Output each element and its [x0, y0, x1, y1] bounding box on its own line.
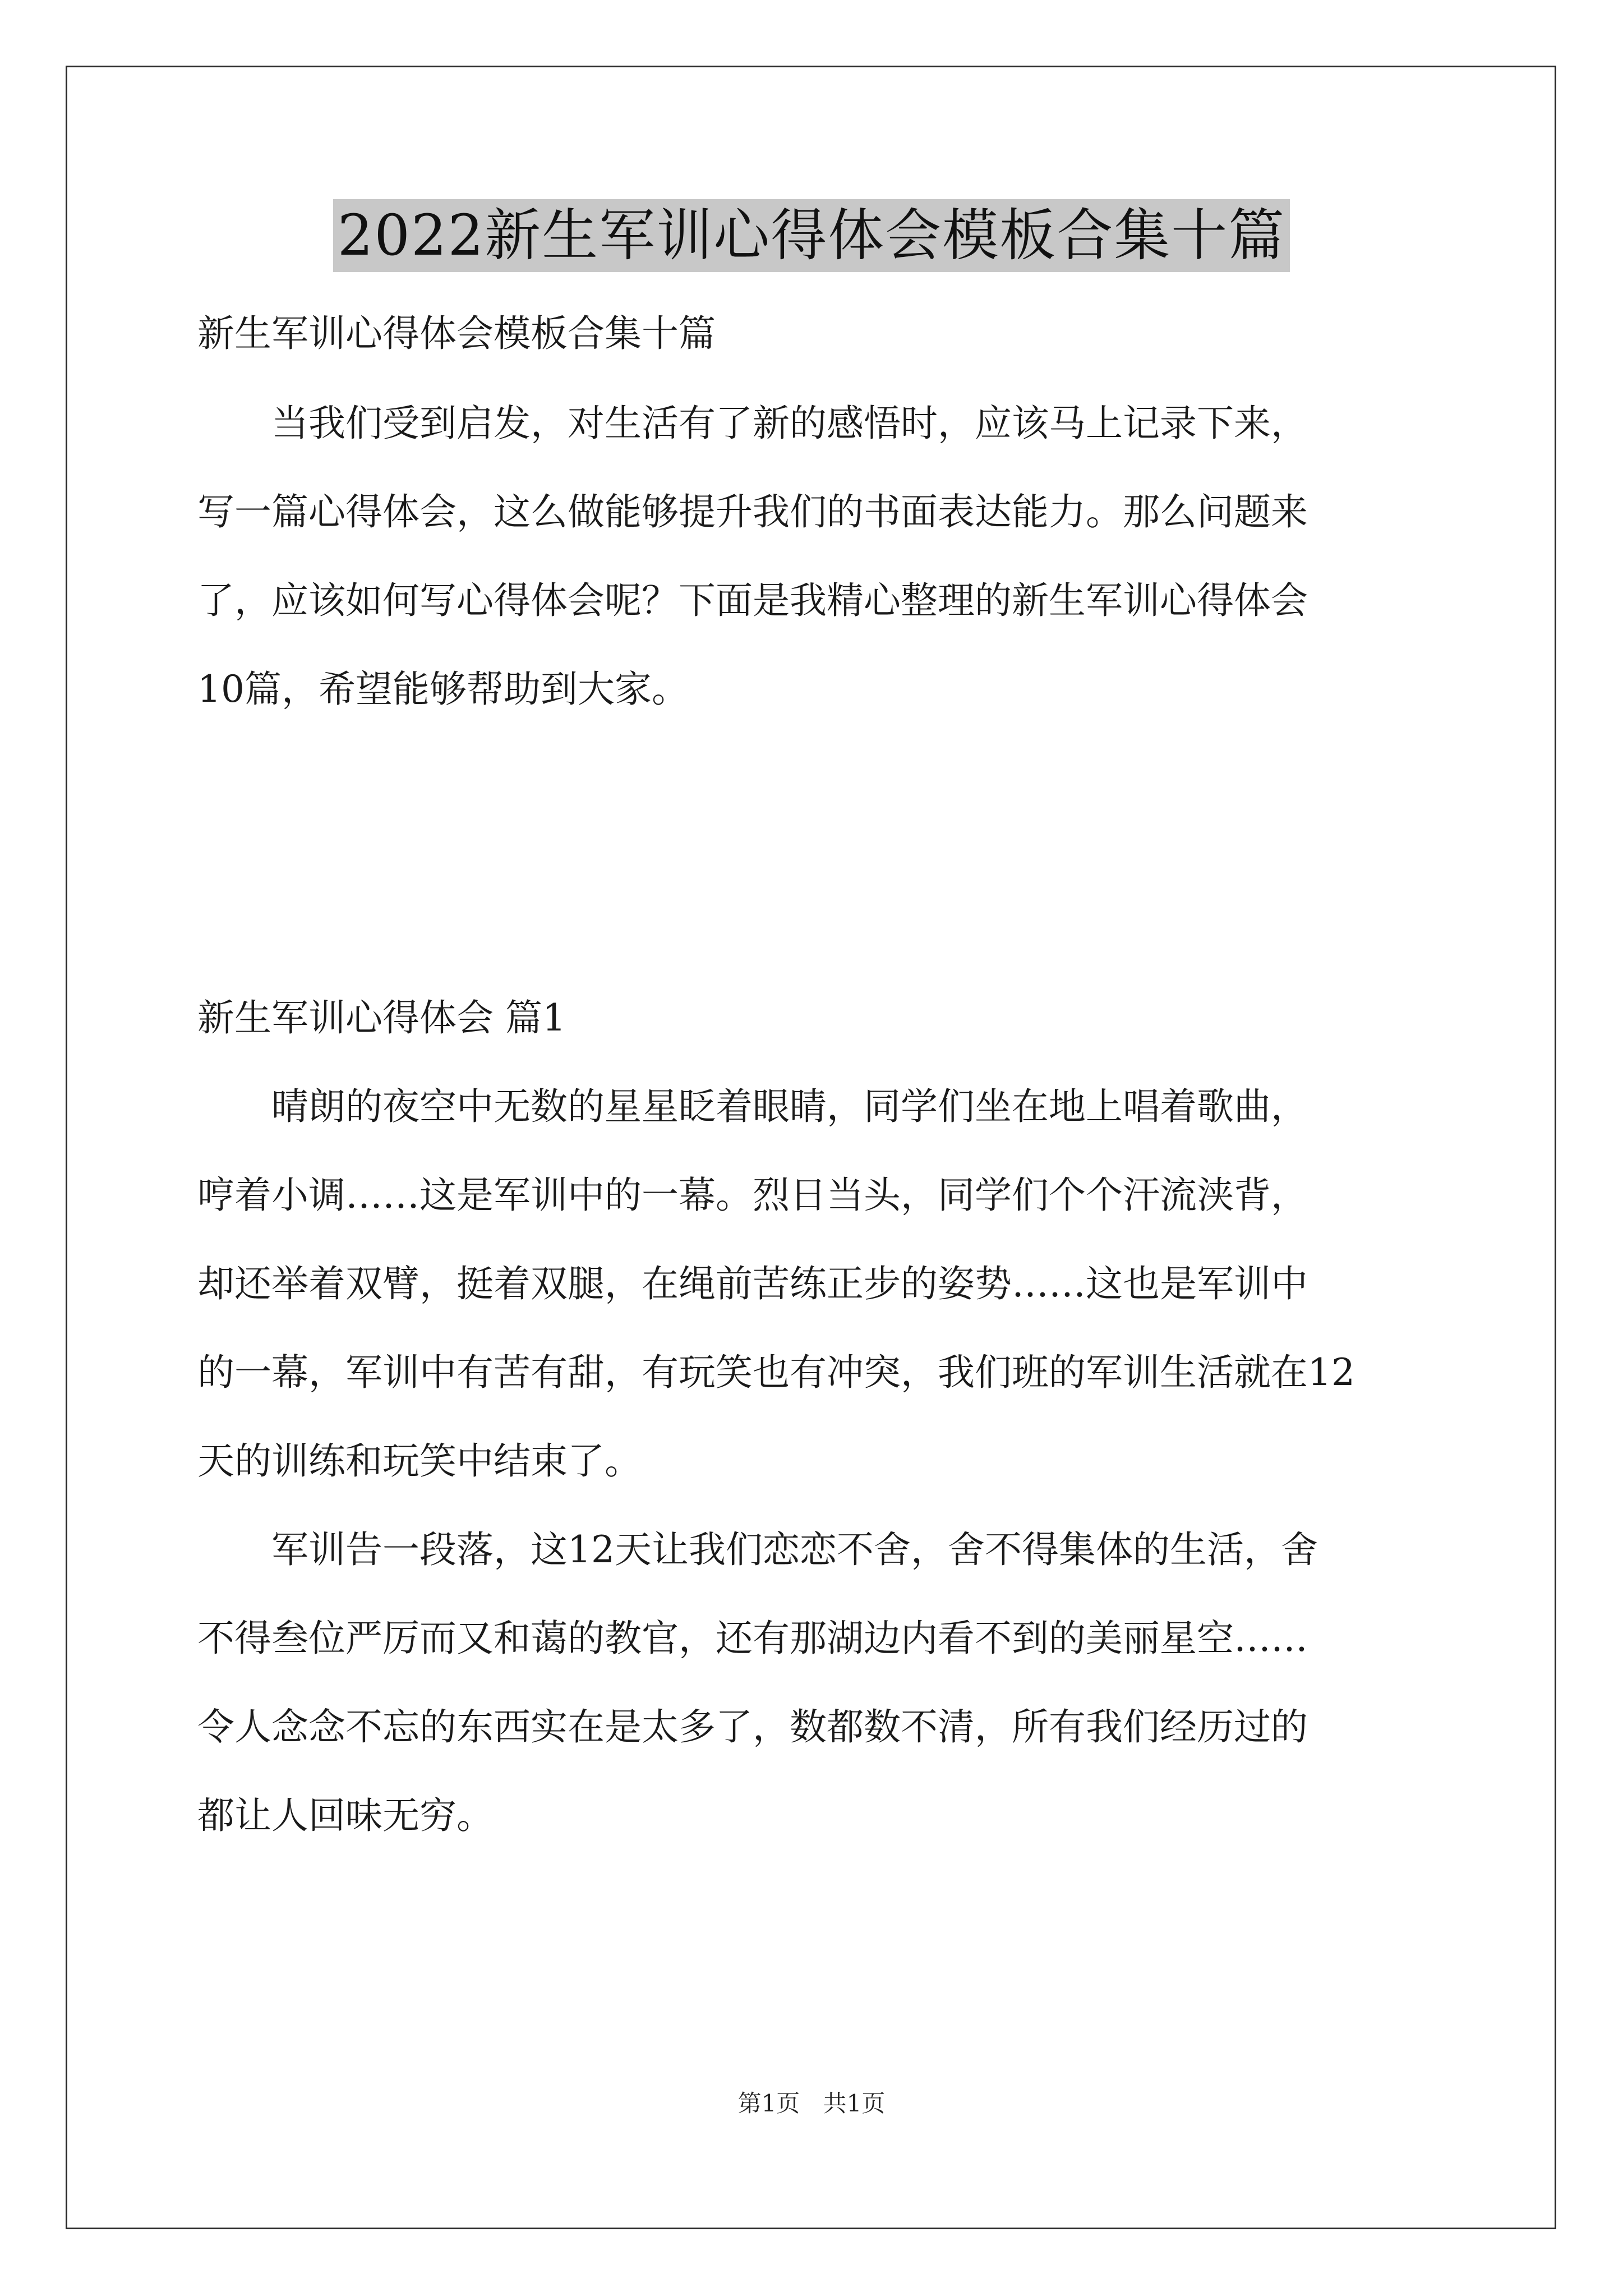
paragraph2-line-3: 令人念念不忘的东西实在是太多了，数都数不清，所有我们经历过的 [197, 1705, 1308, 1749]
paragraph2-line-1: 军训告一段落，这12天让我们恋恋不舍，舍不得集体的生活，舍 [197, 1528, 1318, 1571]
intro-line-4: 10篇，希望能够帮助到大家。 [197, 668, 689, 711]
paragraph1-line-3: 却还举着双臂，挺着双腿，在绳前苦练正步的姿势……这也是军训中 [197, 1262, 1308, 1305]
page-footer [0, 2087, 1623, 2120]
section-heading: 新生军训心得体会 篇1 [197, 996, 566, 1039]
intro-line-2: 写一篇心得体会，这么做能够提升我们的书面表达能力。那么问题来 [197, 490, 1308, 533]
page-border [66, 66, 1556, 2229]
paragraph2-line-4: 都让人回味无穷。 [197, 1794, 494, 1837]
paragraph2-line-2: 不得叁位严厉而又和蔼的教官，还有那湖边内看不到的美丽星空…… [197, 1617, 1308, 1660]
page-number: 第1页 [737, 2090, 800, 2117]
paragraph1-line-4: 的一幕，军训中有苦有甜，有玩笑也有冲突，我们班的军训生活就在12 [197, 1351, 1355, 1394]
document-title: 2022新生军训心得体会模板合集十篇 [333, 199, 1290, 272]
page-total: 共1页 [823, 2090, 886, 2117]
paragraph1-line-2: 哼着小调……这是军训中的一幕。烈日当头，同学们个个汗流浃背， [197, 1174, 1308, 1217]
title-container [0, 199, 1623, 272]
intro-line-3: 了，应该如何写心得体会呢？下面是我精心整理的新生军训心得体会 [197, 579, 1308, 622]
paragraph1-line-5: 天的训练和玩笑中结束了。 [197, 1439, 642, 1483]
paragraph1-line-1: 晴朗的夜空中无数的星星眨着眼睛，同学们坐在地上唱着歌曲， [197, 1085, 1308, 1128]
subtitle: 新生军训心得体会模板合集十篇 [197, 312, 716, 355]
intro-line-1: 当我们受到启发，对生活有了新的感悟时，应该马上记录下来， [197, 402, 1308, 445]
